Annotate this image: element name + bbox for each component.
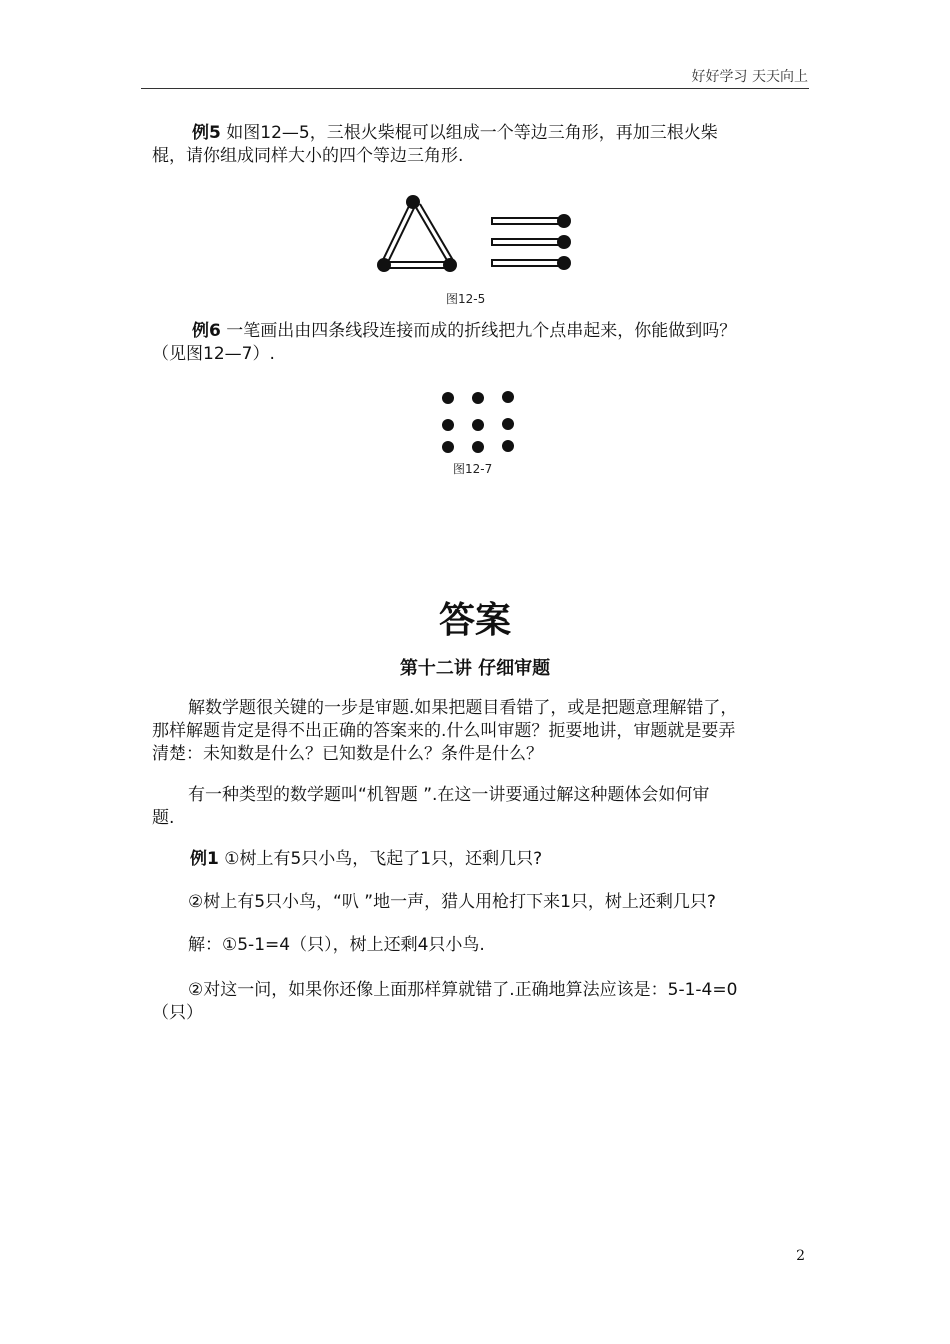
example5-text: [152, 122, 802, 168]
type-line-1: 有一种类型的数学题叫“机智题 ”.在这一讲要通过解这种题体会如何审: [188, 785, 710, 805]
loose-match-1: [492, 218, 562, 224]
lecture-title: 第十二讲 仔细审题: [399, 658, 551, 679]
example5-line2: 棍，请你组成同样大小的四个等边三角形.: [152, 146, 464, 166]
intro-line-3: 清楚：未知数是什么？已知数是什么？条件是什么？: [152, 744, 543, 764]
example1-q1-text: ①树上有5只小鸟，飞起了1只，还剩几只?: [224, 849, 543, 869]
example6-label: 例6: [192, 321, 221, 341]
page-number: 2: [796, 1248, 805, 1264]
example1-question-2: ②树上有5只小鸟，“叭 ”地一声，猎人用枪打下来1只，树上还剩几只?: [188, 892, 716, 912]
type-line-2: 题.: [152, 808, 175, 828]
example5-line1: 如图12—5，三根火柴棍可以组成一个等边三角形，再加三根火柴: [226, 123, 718, 143]
figure-12-7-caption: 图12-7: [453, 462, 493, 476]
figure-12-5-caption: 图12-5: [446, 292, 486, 306]
intro-line-1: 解数学题很关键的一步是审题.如果把题目看错了，或是把题意理解错了，: [188, 698, 738, 718]
type-paragraph: [152, 784, 802, 830]
example1-question-1: [152, 848, 802, 871]
solution-2: [152, 979, 802, 1025]
loose-match-2: [492, 239, 562, 245]
example6-line1: 一笔画出由四条线段连接而成的折线把九个点串起来，你能做到吗？: [226, 321, 737, 341]
loose-match-3: [492, 260, 562, 266]
nine-dot-figure: [436, 386, 520, 458]
header-rule: [141, 88, 809, 89]
match-head-top: [406, 195, 420, 209]
match-head-left: [377, 258, 391, 272]
match-head-right: [443, 258, 457, 272]
example6-line2: （见图12—7）.: [152, 344, 275, 364]
matchstick-left: [382, 204, 410, 262]
solution-2-line-1: ②对这一问，如果你还像上面那样算就错了.正确地算法应该是：5-1-4=0: [188, 980, 738, 1000]
example1-label: 例1: [190, 849, 219, 869]
solution-2-line-2: （只）: [152, 1003, 203, 1023]
solution-1: 解：①5-1=4（只），树上还剩4只小鸟.: [188, 935, 485, 955]
intro-paragraph: [152, 697, 802, 766]
example6-text: [152, 320, 802, 366]
header-text: 好好学习 天天向上: [691, 69, 808, 85]
intro-line-2: 那样解题肯定是得不出正确的答案来的.什么叫审题？扼要地讲，审题就是要弄: [152, 721, 736, 741]
matchstick-right: [414, 204, 448, 262]
example5-label: 例5: [192, 123, 221, 143]
matchstick-figure: [370, 190, 580, 280]
answer-title: 答案: [438, 599, 511, 641]
